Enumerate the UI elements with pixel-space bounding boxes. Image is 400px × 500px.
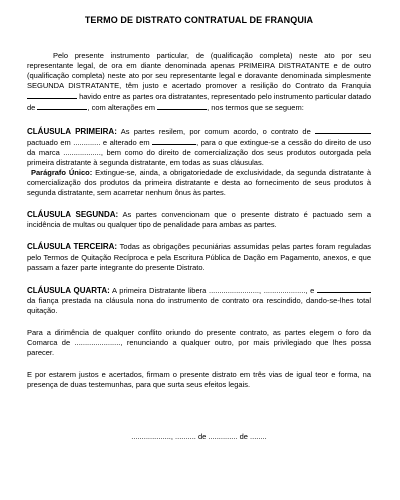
clause-first-text-c: , para o que extingue-se a cessão do direito de uso da marca .................., bem como do direito de comercialização dos seus produtos outorgada pela primeira distratante à segunda distratante, em todas as suas cláusulas. [27, 137, 371, 167]
blank-line [315, 126, 371, 134]
clause-first-text-a: As partes resilem, por comum acordo, o contrato de [120, 126, 311, 136]
sole-paragraph-label: Parágrafo Único: [31, 167, 93, 177]
clause-fourth-label: CLÁUSULA QUARTA: [27, 285, 110, 295]
intro-text-4: , nos termos que se seguem: [207, 103, 304, 113]
blank-line [152, 137, 196, 145]
blank-line [37, 102, 87, 110]
clause-second-text: As partes convencionam que o presente distrato é pactuado sem a incidência de multas ou qualquer tipo de penalidade para ambas as partes. [27, 210, 371, 230]
clause-second [27, 210, 371, 230]
clause-third [27, 242, 371, 272]
intro-text-2: havido entre as partes ora distratantes, representado pelo instrumento particular datado de [27, 92, 371, 113]
forum-paragraph: Para a dirimência de qualquer conflito oriundo do presente contrato, as partes elegem o foro da Comarca de ......................, renunciando a qualquer outro, por mais privilegiado que lhes possa parecer. [27, 327, 371, 358]
clause-first-label: CLÁUSULA PRIMEIRA: [27, 126, 117, 136]
clause-fourth [27, 285, 371, 316]
clause-first-text-b: pactuado em ............. e alterado em [27, 137, 150, 147]
clause-third-text: Todas as obrigações pecuniárias assumidas pelas partes foram reguladas pelo Termos de Quitação Recíproca e pela Escritura Pública de Dação em Pagamento, anexos, e que passam a fazer parte integrante do presente Distrato. [27, 242, 371, 272]
clause-third-label: CLÁUSULA TERCEIRA: [27, 242, 118, 252]
clause-fourth-text-b: da fiança prestada na cláusula nona do instrumento de contrato ora rescindido, dando-se-lhes total quitação. [27, 295, 371, 315]
clause-fourth-text-a: A primeira Distratante libera ........................, ...................., e [112, 285, 315, 295]
closing-paragraph: E por estarem justos e acertados, firmam o presente distrato em três vias de igual teor e forma, na presença de duas testemunhas, para que surta seus efeitos legais. [27, 370, 371, 390]
blank-line [317, 285, 371, 293]
blank-line [27, 91, 77, 99]
clause-second-label: CLÁUSULA SEGUNDA: [27, 210, 119, 220]
intro-paragraph [27, 51, 371, 114]
document-title: TERMO DE DISTRATO CONTRATUAL DE FRANQUIA [84, 15, 314, 25]
intro-text-1: Pelo presente instrumento particular, de (qualificação completa) neste ato por seu representante legal, de ora em diante denominada apenas PRIMEIRA DISTRATANTE e de outro (qualificação completa) neste ato por seu representante legal e doravante denominada simplesmente SEGUNDA DISTRATANTE, têm justo e acertado promover a resilição do Contrato da Franquia [27, 51, 371, 91]
blank-line [157, 102, 207, 110]
clause-first-sole-paragraph [27, 168, 371, 198]
sole-paragraph-text: Extingue-se, ainda, a obrigatoriedade de exclusividade, da segunda distratante à comercialização dos produtos da primeira distratante e desta ao fornecimento de seus produtos à segunda distratante, sem acarretar nenhum ônus às partes. [27, 167, 371, 198]
intro-text-3: , com alterações em [87, 103, 155, 113]
clause-first [27, 126, 371, 168]
date-place-line: ..................., .......... de .............. de ........ [131, 432, 267, 442]
